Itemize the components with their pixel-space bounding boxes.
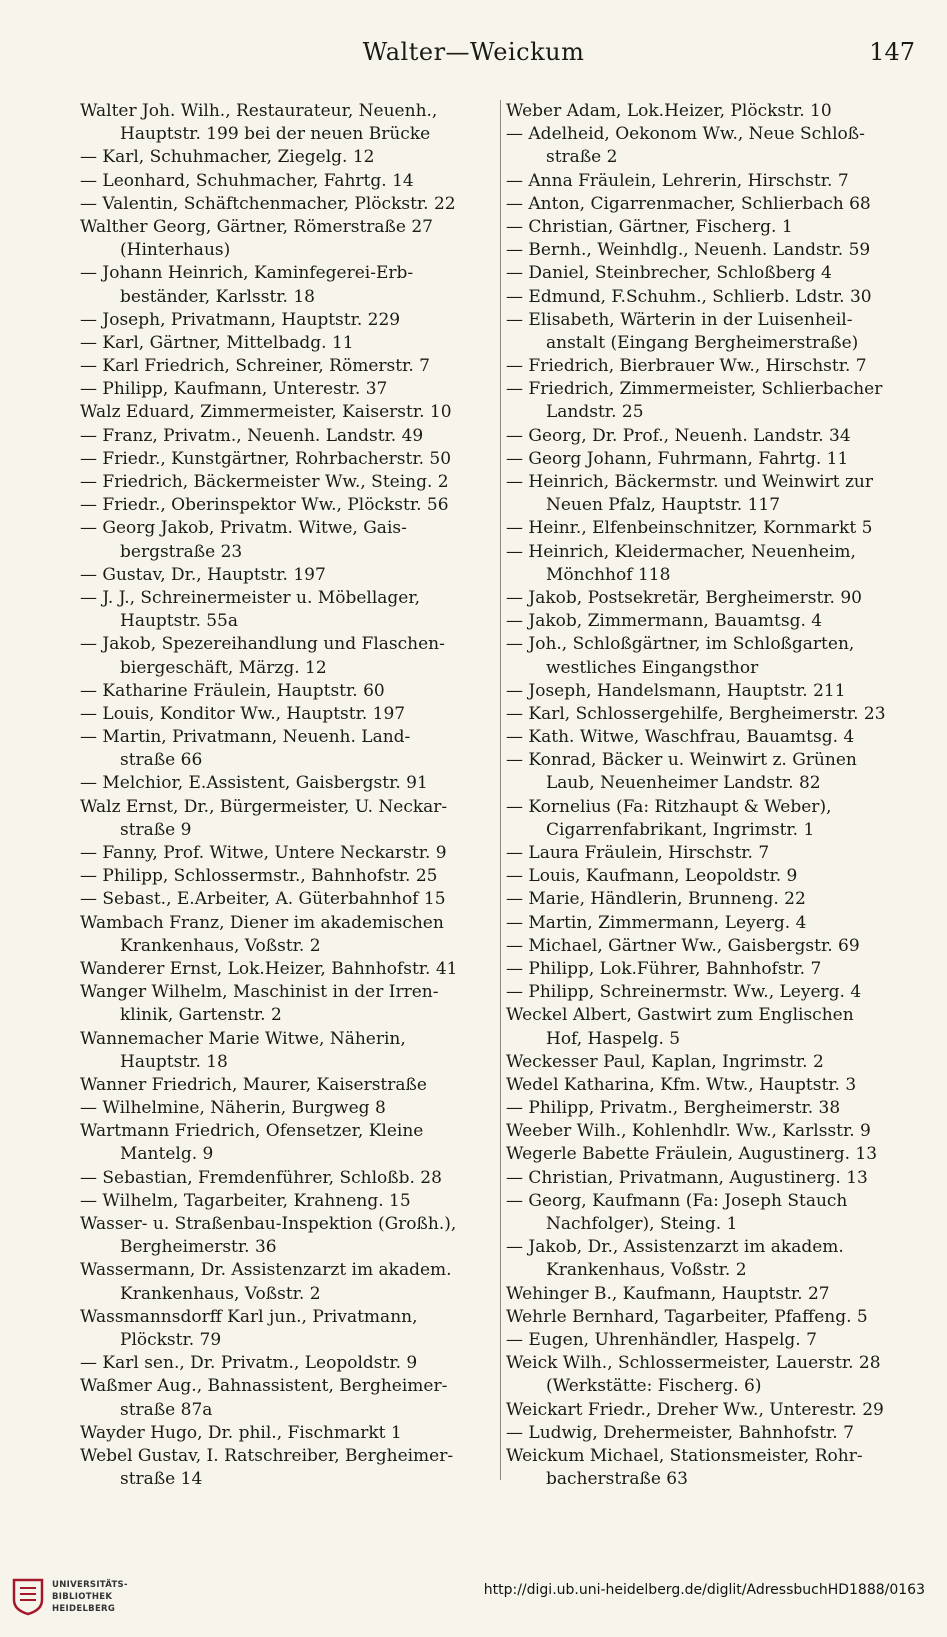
directory-entry: — Philipp, Schlossermstr., Bahnhofstr. 25	[80, 866, 438, 887]
directory-entry: — Friedrich, Zimmermeister, Schlierbacher	[506, 379, 883, 400]
directory-entry: — Franz, Privatm., Neuenh. Landstr. 49	[80, 425, 424, 446]
directory-entry: Wartmann Friedrich, Ofensetzer, Kleine	[80, 1121, 424, 1142]
directory-entry: — Edmund, F.Schuhm., Schlierb. Ldstr. 30	[506, 286, 872, 307]
directory-entry: Waßmer Aug., Bahnassistent, Bergheimer-	[80, 1376, 448, 1397]
directory-entry: Wannemacher Marie Witwe, Näherin,	[80, 1028, 406, 1049]
directory-entry: — Gustav, Dr., Hauptstr. 197	[80, 564, 326, 585]
directory-entry: Wehinger B., Kaufmann, Hauptstr. 27	[506, 1283, 830, 1304]
directory-entry: — Philipp, Lok.Führer, Bahnhofstr. 7	[506, 958, 822, 979]
directory-entry: — J. J., Schreinermeister u. Möbellager,	[80, 587, 421, 608]
directory-entry: — Eugen, Uhrenhändler, Haspelg. 7	[506, 1329, 817, 1350]
entry-continuation: biergeschäft, Märzg. 12	[120, 657, 327, 678]
directory-entry: — Martin, Privatmann, Neuenh. Land-	[80, 727, 411, 748]
page-number: 147	[869, 38, 915, 66]
directory-entry: — Christian, Gärtner, Fischerg. 1	[506, 216, 793, 237]
entry-continuation: straße 87a	[120, 1399, 213, 1420]
directory-entry: — Jakob, Dr., Assistenzarzt im akadem.	[506, 1237, 844, 1258]
directory-entry: Wassermann, Dr. Assistenzarzt im akadem.	[80, 1260, 452, 1281]
directory-entry: — Friedrich, Bierbrauer Ww., Hirschstr. 7	[506, 356, 867, 377]
directory-entry: Weickum Michael, Stationsmeister, Rohr-	[506, 1445, 863, 1466]
entry-continuation: straße 14	[120, 1469, 203, 1490]
directory-entry: Weickart Friedr., Dreher Ww., Unterestr. 29	[506, 1399, 884, 1420]
entry-continuation: Nachfolger), Steing. 1	[546, 1214, 738, 1234]
directory-entry: Wanger Wilhelm, Maschinist in der Irren-	[80, 982, 439, 1003]
directory-entry: Weber Adam, Lok.Heizer, Plöckstr. 10	[506, 101, 832, 121]
directory-entry: — Anna Fräulein, Lehrerin, Hirschstr. 7	[506, 170, 849, 191]
directory-entry: — Sebastian, Fremdenführer, Schloßb. 28	[80, 1167, 442, 1188]
directory-entry: — Melchior, E.Assistent, Gaisbergstr. 91	[80, 773, 428, 794]
directory-entry: — Wilhelmine, Näherin, Burgweg 8	[80, 1098, 386, 1119]
directory-entry: — Wilhelm, Tagarbeiter, Krahneng. 15	[80, 1190, 411, 1211]
directory-entry: — Louis, Kaufmann, Leopoldstr. 9	[506, 866, 798, 887]
directory-entry: — Bernh., Weinhdlg., Neuenh. Landstr. 59	[506, 240, 871, 261]
source-url[interactable]: http://digi.ub.uni-heidelberg.de/diglit/AdressbuchHD1888/0163	[483, 1582, 925, 1598]
directory-entry: — Valentin, Schäftchenmacher, Plöckstr. 22	[80, 193, 456, 214]
directory-entry: — Georg Johann, Fuhrmann, Fahrtg. 11	[506, 448, 849, 469]
directory-entry: — Daniel, Steinbrecher, Schloßberg 4	[506, 263, 832, 284]
left-column	[80, 100, 490, 1491]
directory-entry: — Jakob, Postsekretär, Bergheimerstr. 90	[506, 587, 862, 608]
directory-entry: Walz Ernst, Dr., Bürgermeister, U. Neckar-	[80, 796, 448, 817]
directory-entry: — Karl, Schuhmacher, Ziegelg. 12	[80, 147, 375, 168]
directory-entry: Wambach Franz, Diener im akademischen	[80, 912, 444, 933]
directory-entry: Weick Wilh., Schlossermeister, Lauerstr. 28	[506, 1353, 881, 1374]
entry-continuation: Krankenhaus, Voßstr. 2	[546, 1260, 747, 1281]
directory-columns	[80, 100, 923, 1490]
logo-line: HEIDELBERG	[52, 1604, 116, 1614]
entry-continuation: Hof, Haspelg. 5	[546, 1028, 681, 1049]
directory-entry: Weeber Wilh., Kohlenhdlr. Ww., Karlsstr. 9	[506, 1121, 871, 1142]
directory-entry: — Karl Friedrich, Schreiner, Römerstr. 7	[80, 356, 430, 377]
directory-entry: — Joseph, Privatmann, Hauptstr. 229	[80, 309, 401, 330]
directory-entry: — Karl, Gärtner, Mittelbadg. 11	[80, 332, 354, 353]
entry-continuation: anstalt (Eingang Bergheimerstraße)	[546, 332, 859, 353]
entry-continuation: klinik, Gartenstr. 2	[120, 1005, 282, 1026]
directory-entry: — Laura Fräulein, Hirschstr. 7	[506, 843, 770, 863]
directory-entry: Wassmannsdorff Karl jun., Privatmann,	[80, 1306, 418, 1327]
directory-entry: — Friedr., Kunstgärtner, Rohrbacherstr. 50	[80, 448, 452, 469]
directory-entry: — Karl, Schlossergehilfe, Bergheimerstr. 23	[506, 703, 886, 724]
directory-entry: Weckesser Paul, Kaplan, Ingrimstr. 2	[506, 1051, 824, 1072]
library-seal-icon	[10, 1576, 46, 1616]
entry-continuation: (Werkstätte: Fischerg. 6)	[546, 1376, 762, 1397]
directory-entry: — Jakob, Zimmermann, Bauamtsg. 4	[506, 611, 823, 632]
running-head: Walter—Weickum	[362, 38, 585, 66]
entry-continuation: Plöckstr. 79	[120, 1329, 222, 1350]
directory-entry: — Friedr., Oberinspektor Ww., Plöckstr. 56	[80, 495, 449, 516]
directory-entry: — Leonhard, Schuhmacher, Fahrtg. 14	[80, 170, 414, 191]
entry-continuation: Landstr. 25	[546, 402, 644, 423]
directory-entry: — Kath. Witwe, Waschfrau, Bauamtsg. 4	[506, 727, 855, 748]
directory-entry: — Louis, Konditor Ww., Hauptstr. 197	[80, 703, 406, 724]
directory-entry: — Heinrich, Bäckermstr. und Weinwirt zur	[506, 472, 873, 492]
directory-entry: — Ludwig, Drehermeister, Bahnhofstr. 7	[506, 1422, 854, 1443]
directory-entry: Wegerle Babette Fräulein, Augustinerg. 13	[506, 1144, 878, 1165]
entry-continuation: straße 2	[546, 147, 618, 168]
page-header	[0, 38, 947, 74]
directory-entry: — Johann Heinrich, Kaminfegerei-Erb-	[80, 263, 414, 284]
directory-entry: Walter Joh. Wilh., Restaurateur, Neuenh.,	[80, 101, 438, 121]
directory-entry: Wedel Katharina, Kfm. Wtw., Hauptstr. 3	[506, 1074, 857, 1095]
directory-entry: — Michael, Gärtner Ww., Gaisbergstr. 69	[506, 935, 860, 956]
directory-entry: — Marie, Händlerin, Brunneng. 22	[506, 889, 806, 910]
directory-entry: — Anton, Cigarrenmacher, Schlierbach 68	[506, 193, 871, 214]
entry-continuation: Cigarrenfabrikant, Ingrimstr. 1	[546, 819, 815, 840]
directory-entry: — Joseph, Handelsmann, Hauptstr. 211	[506, 680, 846, 701]
directory-entry: — Georg, Kaufmann (Fa: Joseph Stauch	[506, 1190, 848, 1211]
entry-continuation: beständer, Karlsstr. 18	[120, 286, 315, 307]
logo-line: BIBLIOTHEK	[52, 1592, 113, 1602]
directory-entry: Wayder Hugo, Dr. phil., Fischmarkt 1	[80, 1422, 402, 1443]
directory-entry: — Konrad, Bäcker u. Weinwirt z. Grünen	[506, 750, 857, 771]
entry-continuation: straße 66	[120, 750, 203, 771]
directory-entry: — Fanny, Prof. Witwe, Untere Neckarstr. 9	[80, 843, 447, 863]
entry-continuation: Laub, Neuenheimer Landstr. 82	[546, 773, 821, 794]
entry-continuation: bergstraße 23	[120, 541, 243, 562]
directory-entry: — Elisabeth, Wärterin in der Luisenheil-	[506, 309, 853, 330]
entry-continuation: Bergheimerstr. 36	[120, 1237, 277, 1258]
directory-entry: Wasser- u. Straßenbau-Inspektion (Großh.),	[80, 1214, 457, 1234]
directory-entry: — Martin, Zimmermann, Leyerg. 4	[506, 912, 807, 933]
directory-entry: — Christian, Privatmann, Augustinerg. 13	[506, 1167, 868, 1188]
entry-continuation: (Hinterhaus)	[120, 240, 231, 261]
entry-continuation: straße 9	[120, 819, 192, 840]
directory-entry: — Joh., Schloßgärtner, im Schloßgarten,	[506, 634, 855, 655]
library-logo	[10, 1576, 150, 1620]
footer	[0, 1560, 947, 1630]
entry-continuation: Krankenhaus, Voßstr. 2	[120, 1283, 321, 1304]
entry-continuation: Hauptstr. 199 bei der neuen Brücke	[120, 124, 431, 145]
directory-entry: Wehrle Bernhard, Tagarbeiter, Pfaffeng. 5	[506, 1306, 868, 1327]
entry-continuation: Neuen Pfalz, Hauptstr. 117	[546, 495, 781, 516]
entry-continuation: westliches Eingangsthor	[546, 657, 759, 678]
entry-continuation: bacherstraße 63	[546, 1469, 688, 1490]
directory-entry: Wanner Friedrich, Maurer, Kaiserstraße	[80, 1074, 427, 1095]
directory-entry: Walther Georg, Gärtner, Römerstraße 27	[80, 216, 433, 237]
directory-entry: — Philipp, Privatm., Bergheimerstr. 38	[506, 1098, 841, 1119]
directory-entry: — Sebast., E.Arbeiter, A. Güterbahnhof 15	[80, 889, 446, 910]
entry-continuation: Mantelg. 9	[120, 1144, 214, 1165]
directory-entry: Weckel Albert, Gastwirt zum Englischen	[506, 1005, 854, 1026]
directory-entry: — Philipp, Schreinermstr. Ww., Leyerg. 4	[506, 982, 862, 1003]
entry-continuation: Mönchhof 118	[546, 564, 671, 585]
directory-entry: — Jakob, Spezereihandlung und Flaschen-	[80, 634, 445, 655]
directory-entry: — Heinr., Elfenbeinschnitzer, Kornmarkt 5	[506, 518, 873, 539]
right-column	[506, 100, 923, 1491]
directory-entry: — Heinrich, Kleidermacher, Neuenheim,	[506, 541, 856, 562]
directory-entry: — Karl sen., Dr. Privatm., Leopoldstr. 9	[80, 1353, 418, 1374]
entry-continuation: Krankenhaus, Voßstr. 2	[120, 935, 321, 956]
directory-entry: Webel Gustav, I. Ratschreiber, Bergheimer-	[80, 1445, 454, 1466]
directory-entry: — Katharine Fräulein, Hauptstr. 60	[80, 680, 385, 701]
entry-continuation: Hauptstr. 18	[120, 1051, 228, 1072]
directory-entry: — Georg Jakob, Privatm. Witwe, Gais-	[80, 518, 407, 539]
directory-entry: Wanderer Ernst, Lok.Heizer, Bahnhofstr. 41	[80, 958, 458, 979]
directory-entry: Walz Eduard, Zimmermeister, Kaiserstr. 10	[80, 402, 452, 423]
logo-line: UNIVERSITÄTS-	[52, 1580, 128, 1590]
entry-continuation: Hauptstr. 55a	[120, 611, 239, 632]
directory-entry: — Philipp, Kaufmann, Unterestr. 37	[80, 379, 388, 400]
directory-entry: — Kornelius (Fa: Ritzhaupt & Weber),	[506, 796, 832, 817]
directory-entry: — Friedrich, Bäckermeister Ww., Steing. 2	[80, 472, 449, 492]
directory-entry: — Georg, Dr. Prof., Neuenh. Landstr. 34	[506, 425, 851, 446]
directory-entry: — Adelheid, Oekonom Ww., Neue Schloß-	[506, 124, 865, 145]
